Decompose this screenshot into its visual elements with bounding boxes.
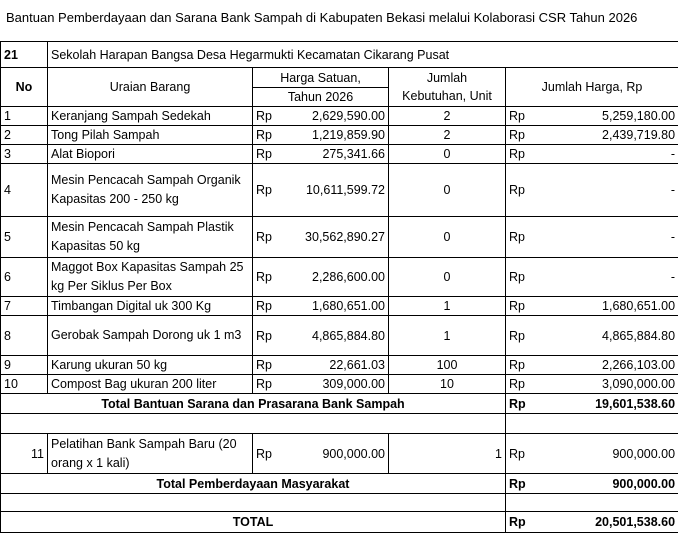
item-description: Tong Pilah Sampah [48,126,253,145]
item-unit-price: 10,611,599.72 [285,164,389,217]
subtotal-sarana-row [1,394,678,414]
spacer-cell [1,494,506,512]
table-row [1,375,678,394]
header-quantity-line2: Kebutuhan, Unit [402,89,492,103]
spacer-cell [506,414,678,434]
table-row [1,107,678,126]
header-item: Uraian Barang [48,68,253,107]
item-total: 3,090,000.00 [536,375,678,394]
subtotal-currency: Rp [506,394,536,414]
price-currency: Rp [253,145,285,164]
total-currency: Rp [506,126,536,145]
item-quantity: 0 [389,217,506,258]
item-quantity: 1 [389,434,506,474]
item-description: Compost Bag ukuran 200 liter [48,375,253,394]
item-number: 8 [1,316,48,356]
item-total: 2,266,103.00 [536,356,678,375]
header-total: Jumlah Harga, Rp [506,68,678,107]
spacer-row [1,494,678,512]
item-description: Mesin Pencacah Sampah Plastik Kapasitas 50 kg [48,217,253,258]
price-currency: Rp [253,107,285,126]
total-currency: Rp [506,375,536,394]
item-total: 4,865,884.80 [536,316,678,356]
item-description: Timbangan Digital uk 300 Kg [48,297,253,316]
item-description: Karung ukuran 50 kg [48,356,253,375]
table-row [1,217,678,258]
item-description: Alat Biopori [48,145,253,164]
grand-total-value: 20,501,538.60 [536,512,678,533]
total-currency: Rp [506,145,536,164]
header-quantity-line1: Jumlah [426,71,468,85]
table-row [1,164,678,217]
subtotal-pemberdayaan-value: 900,000.00 [536,474,678,494]
item-total: 1,680,651.00 [536,297,678,316]
item-total: - [536,258,678,297]
item-unit-price: 309,000.00 [285,375,389,394]
item-number: 10 [1,375,48,394]
header-row [1,68,678,88]
item-unit-price: 2,286,600.00 [285,258,389,297]
total-currency: Rp [506,434,536,474]
school-number: 21 [1,42,48,68]
total-currency: Rp [506,297,536,316]
total-currency: Rp [506,107,536,126]
item-total: - [536,164,678,217]
total-currency: Rp [506,316,536,356]
price-currency: Rp [253,375,285,394]
item-quantity: 2 [389,107,506,126]
table-row [1,145,678,164]
item-quantity: 1 [389,297,506,316]
price-currency: Rp [253,356,285,375]
item-quantity: 2 [389,126,506,145]
item-description: Pelatihan Bank Sampah Baru (20 orang x 1 kali) [48,434,253,474]
item-number: 6 [1,258,48,297]
total-currency: Rp [506,217,536,258]
table-row [1,126,678,145]
price-currency: Rp [253,316,285,356]
price-currency: Rp [253,126,285,145]
subtotal-sarana-label: Total Bantuan Sarana dan Prasarana Bank Sampah [1,394,506,414]
table-row [1,258,678,297]
item-quantity: 100 [389,356,506,375]
item-quantity: 0 [389,258,506,297]
price-currency: Rp [253,258,285,297]
item-number: 11 [1,434,48,474]
item-unit-price: 275,341.66 [285,145,389,164]
item-quantity: 0 [389,145,506,164]
document-title: Bantuan Pemberdayaan dan Sarana Bank Sampah di Kabupaten Bekasi melalui Kolaborasi CSR Tahun 2026 [6,10,638,25]
price-currency: Rp [253,297,285,316]
item-total: - [536,217,678,258]
item-number: 1 [1,107,48,126]
table-row [1,316,678,356]
header-quantity [389,68,506,107]
training-row [1,434,678,474]
item-number: 7 [1,297,48,316]
grand-total-label: TOTAL [1,512,506,533]
item-total: 5,259,180.00 [536,107,678,126]
item-number: 5 [1,217,48,258]
item-unit-price: 4,865,884.80 [285,316,389,356]
item-number: 9 [1,356,48,375]
item-total: - [536,145,678,164]
price-currency: Rp [253,164,285,217]
item-unit-price: 30,562,890.27 [285,217,389,258]
header-no: No [1,68,48,107]
subtotal-pemberdayaan-row [1,474,678,494]
item-quantity: 1 [389,316,506,356]
item-unit-price: 900,000.00 [285,434,389,474]
price-currency: Rp [253,434,285,474]
item-description: Maggot Box Kapasitas Sampah 25 kg Per Siklus Per Box [48,258,253,297]
item-total: 2,439,719.80 [536,126,678,145]
item-unit-price: 22,661.03 [285,356,389,375]
total-currency: Rp [506,164,536,217]
school-name: Sekolah Harapan Bangsa Desa Hegarmukti Kecamatan Cikarang Pusat [48,42,678,68]
item-quantity: 0 [389,164,506,217]
item-description: Gerobak Sampah Dorong uk 1 m3 [48,316,253,356]
item-description: Keranjang Sampah Sedekah [48,107,253,126]
spacer-cell [506,494,678,512]
item-quantity: 10 [389,375,506,394]
item-number: 4 [1,164,48,217]
item-total: 900,000.00 [536,434,678,474]
header-unit-price-line1: Harga Satuan, [253,68,389,88]
school-row [1,42,678,68]
item-unit-price: 1,219,859.90 [285,126,389,145]
table-row [1,356,678,375]
total-currency: Rp [506,258,536,297]
item-number: 2 [1,126,48,145]
table-row [1,297,678,316]
subtotal-currency: Rp [506,474,536,494]
item-unit-price: 1,680,651.00 [285,297,389,316]
grand-total-row [1,512,678,533]
subtotal-pemberdayaan-label: Total Pemberdayaan Masyarakat [1,474,506,494]
item-unit-price: 2,629,590.00 [285,107,389,126]
price-currency: Rp [253,217,285,258]
subtotal-sarana-value: 19,601,538.60 [536,394,678,414]
budget-table [0,41,678,533]
header-unit-price-line2: Tahun 2026 [253,88,389,107]
item-description: Mesin Pencacah Sampah Organik Kapasitas 200 - 250 kg [48,164,253,217]
item-number: 3 [1,145,48,164]
spacer-cell [1,414,506,434]
total-currency: Rp [506,356,536,375]
spacer-row [1,414,678,434]
grand-total-currency: Rp [506,512,536,533]
